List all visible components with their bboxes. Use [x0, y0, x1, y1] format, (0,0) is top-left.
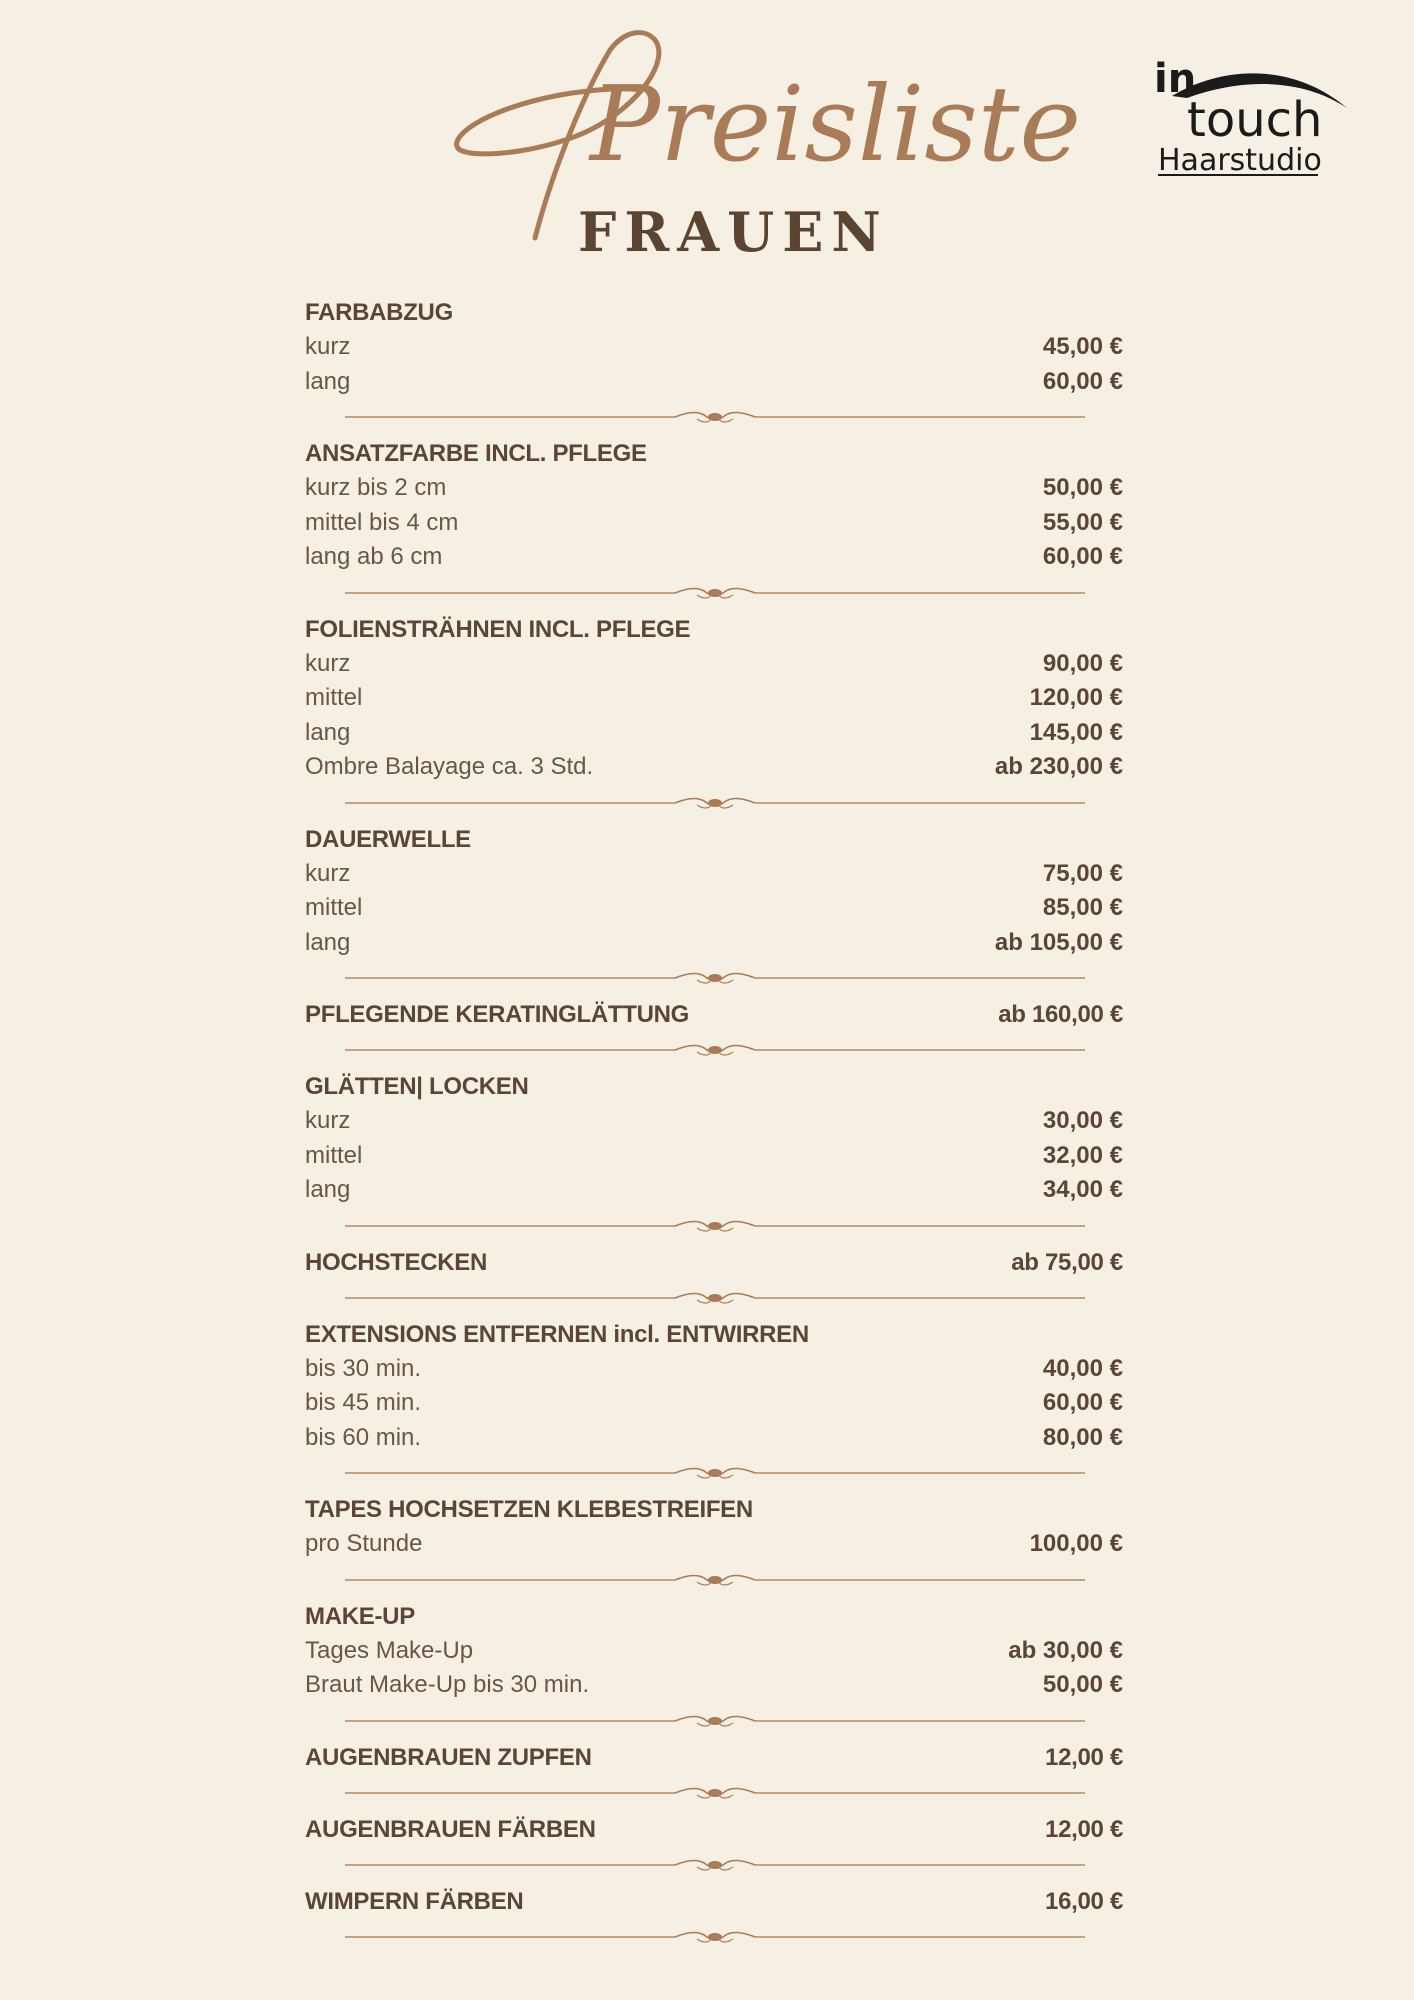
item-price: 30,00 €: [1042, 1107, 1123, 1134]
item-label: Tages Make-Up: [305, 1636, 474, 1664]
section-header: [305, 1600, 1123, 1634]
section-price: 12,00 €: [1045, 1743, 1123, 1771]
price-section: [305, 1813, 1123, 1875]
item-price: 145,00 €: [1029, 718, 1123, 746]
item-label: kurz: [305, 1107, 351, 1134]
price-row: [305, 1527, 1123, 1562]
item-label: kurz: [305, 649, 351, 677]
ornament-divider: [305, 407, 1123, 427]
section-price: ab 75,00 €: [1011, 1248, 1123, 1276]
section-header: [305, 1885, 1123, 1919]
price-list: [305, 296, 1123, 1957]
ornament-divider: [305, 583, 1123, 603]
price-section: [305, 1600, 1123, 1731]
price-row: [305, 330, 1123, 365]
item-label: mittel: [305, 684, 363, 711]
price-section: [305, 296, 1123, 427]
section-title: HOCHSTECKEN: [305, 1248, 488, 1276]
price-row: [305, 857, 1123, 892]
section-header: [305, 823, 1123, 857]
price-section: [305, 1246, 1123, 1308]
ornament-divider: [305, 793, 1123, 813]
item-label: kurz: [305, 333, 351, 360]
price-section: [305, 1318, 1123, 1484]
section-header: [305, 1741, 1123, 1775]
ornament-divider: [305, 1288, 1123, 1308]
price-row: [305, 1173, 1123, 1208]
price-row: [305, 750, 1123, 785]
section-title: ANSATZFARBE INCL. PFLEGE: [305, 440, 647, 467]
section-title: AUGENBRAUEN ZUPFEN: [305, 1743, 592, 1771]
price-section: [305, 1885, 1123, 1947]
section-title: PFLEGENDE KERATINGLÄTTUNG: [305, 1001, 690, 1028]
logo-text-touch: touch: [1187, 92, 1323, 148]
item-label: Braut Make-Up bis 30 min.: [305, 1671, 590, 1698]
price-section: [305, 1741, 1123, 1803]
price-row: [305, 716, 1123, 751]
item-label: mittel: [305, 1141, 363, 1169]
ornament-divider: [305, 1927, 1123, 1947]
price-section: [305, 998, 1123, 1060]
ornament-divider: [305, 1463, 1123, 1483]
section-title: MAKE-UP: [305, 1602, 415, 1630]
section-price: 12,00 €: [1045, 1815, 1123, 1843]
item-price: 120,00 €: [1029, 684, 1123, 711]
price-row: [305, 506, 1123, 541]
section-title: GLÄTTEN| LOCKEN: [305, 1073, 529, 1100]
ornament-divider: [305, 1783, 1123, 1803]
section-header: [305, 437, 1123, 471]
item-price: 60,00 €: [1042, 367, 1123, 395]
item-label: lang: [305, 928, 351, 956]
section-title: FARBABZUG: [305, 299, 453, 326]
price-section: [305, 1070, 1123, 1236]
section-header: [305, 1246, 1123, 1280]
item-price: 55,00 €: [1042, 508, 1123, 536]
price-row: [305, 471, 1123, 506]
section-header: [305, 1493, 1123, 1527]
ornament-divider: [305, 1855, 1123, 1875]
price-row: [305, 647, 1123, 682]
item-price: 85,00 €: [1042, 894, 1123, 921]
logo: [1132, 48, 1352, 178]
item-price: 50,00 €: [1042, 474, 1123, 501]
item-label: mittel bis 4 cm: [305, 508, 459, 536]
ornament-divider: [305, 1216, 1123, 1236]
item-price: 75,00 €: [1042, 859, 1123, 887]
price-row: [305, 365, 1123, 400]
price-row: [305, 681, 1123, 716]
section-price: 16,00 €: [1045, 1887, 1123, 1915]
item-price: 45,00 €: [1042, 333, 1123, 360]
item-price: ab 30,00 €: [1008, 1636, 1123, 1664]
section-header: [305, 1070, 1123, 1104]
item-price: 80,00 €: [1042, 1423, 1123, 1451]
item-label: bis 30 min.: [305, 1354, 422, 1382]
item-label: pro Stunde: [305, 1530, 423, 1557]
section-header: [305, 296, 1123, 330]
item-price: 90,00 €: [1042, 649, 1123, 677]
price-section: [305, 823, 1123, 989]
price-row: [305, 1421, 1123, 1456]
item-price: 60,00 €: [1042, 543, 1123, 570]
ornament-divider: [305, 1711, 1123, 1731]
section-header: [305, 613, 1123, 647]
item-price: ab 230,00 €: [994, 753, 1123, 780]
item-label: bis 45 min.: [305, 1389, 422, 1416]
price-row: [305, 891, 1123, 926]
section-title: EXTENSIONS ENTFERNEN incl. ENTWIRREN: [305, 1320, 809, 1348]
item-price: 32,00 €: [1042, 1141, 1123, 1169]
price-row: [305, 1352, 1123, 1387]
item-price: 40,00 €: [1042, 1354, 1123, 1382]
item-price: 34,00 €: [1042, 1176, 1123, 1203]
section-title: WIMPERN FÄRBEN: [305, 1887, 524, 1915]
price-row: [305, 540, 1123, 575]
section-header: [305, 1318, 1123, 1352]
item-label: kurz bis 2 cm: [305, 474, 447, 501]
logo-text-haarstudio: Haarstudio: [1158, 143, 1322, 178]
item-label: kurz: [305, 859, 351, 887]
item-price: ab 105,00 €: [994, 928, 1123, 956]
section-header: [305, 1813, 1123, 1847]
item-price: 60,00 €: [1042, 1389, 1123, 1416]
item-label: bis 60 min.: [305, 1423, 422, 1451]
item-label: Ombre Balayage ca. 3 Std.: [305, 753, 594, 780]
logo-text-in: in: [1154, 56, 1197, 102]
price-row: [305, 1386, 1123, 1421]
section-title: AUGENBRAUEN FÄRBEN: [305, 1815, 596, 1843]
price-section: [305, 613, 1123, 813]
item-price: 100,00 €: [1029, 1530, 1123, 1557]
item-label: lang: [305, 718, 351, 746]
price-row: [305, 1139, 1123, 1174]
ornament-divider: [305, 1570, 1123, 1590]
price-row: [305, 1668, 1123, 1703]
subtitle: FRAUEN: [578, 200, 889, 264]
section-title: DAUERWELLE: [305, 825, 471, 853]
price-row: [305, 1104, 1123, 1139]
section-header: [305, 998, 1123, 1032]
item-label: lang: [305, 1176, 351, 1203]
price-section: [305, 1493, 1123, 1590]
script-title-text: Preisliste: [590, 63, 1082, 185]
item-price: 50,00 €: [1042, 1671, 1123, 1698]
item-label: mittel: [305, 894, 363, 921]
item-label: lang ab 6 cm: [305, 543, 443, 570]
section-title: FOLIENSTRÄHNEN INCL. PFLEGE: [305, 615, 691, 643]
price-row: [305, 1634, 1123, 1669]
ornament-divider: [305, 968, 1123, 988]
price-section: [305, 437, 1123, 603]
ornament-divider: [305, 1040, 1123, 1060]
section-price: ab 160,00 €: [998, 1001, 1123, 1028]
section-title: TAPES HOCHSETZEN KLEBESTREIFEN: [305, 1496, 753, 1523]
price-row: [305, 926, 1123, 961]
item-label: lang: [305, 367, 351, 395]
